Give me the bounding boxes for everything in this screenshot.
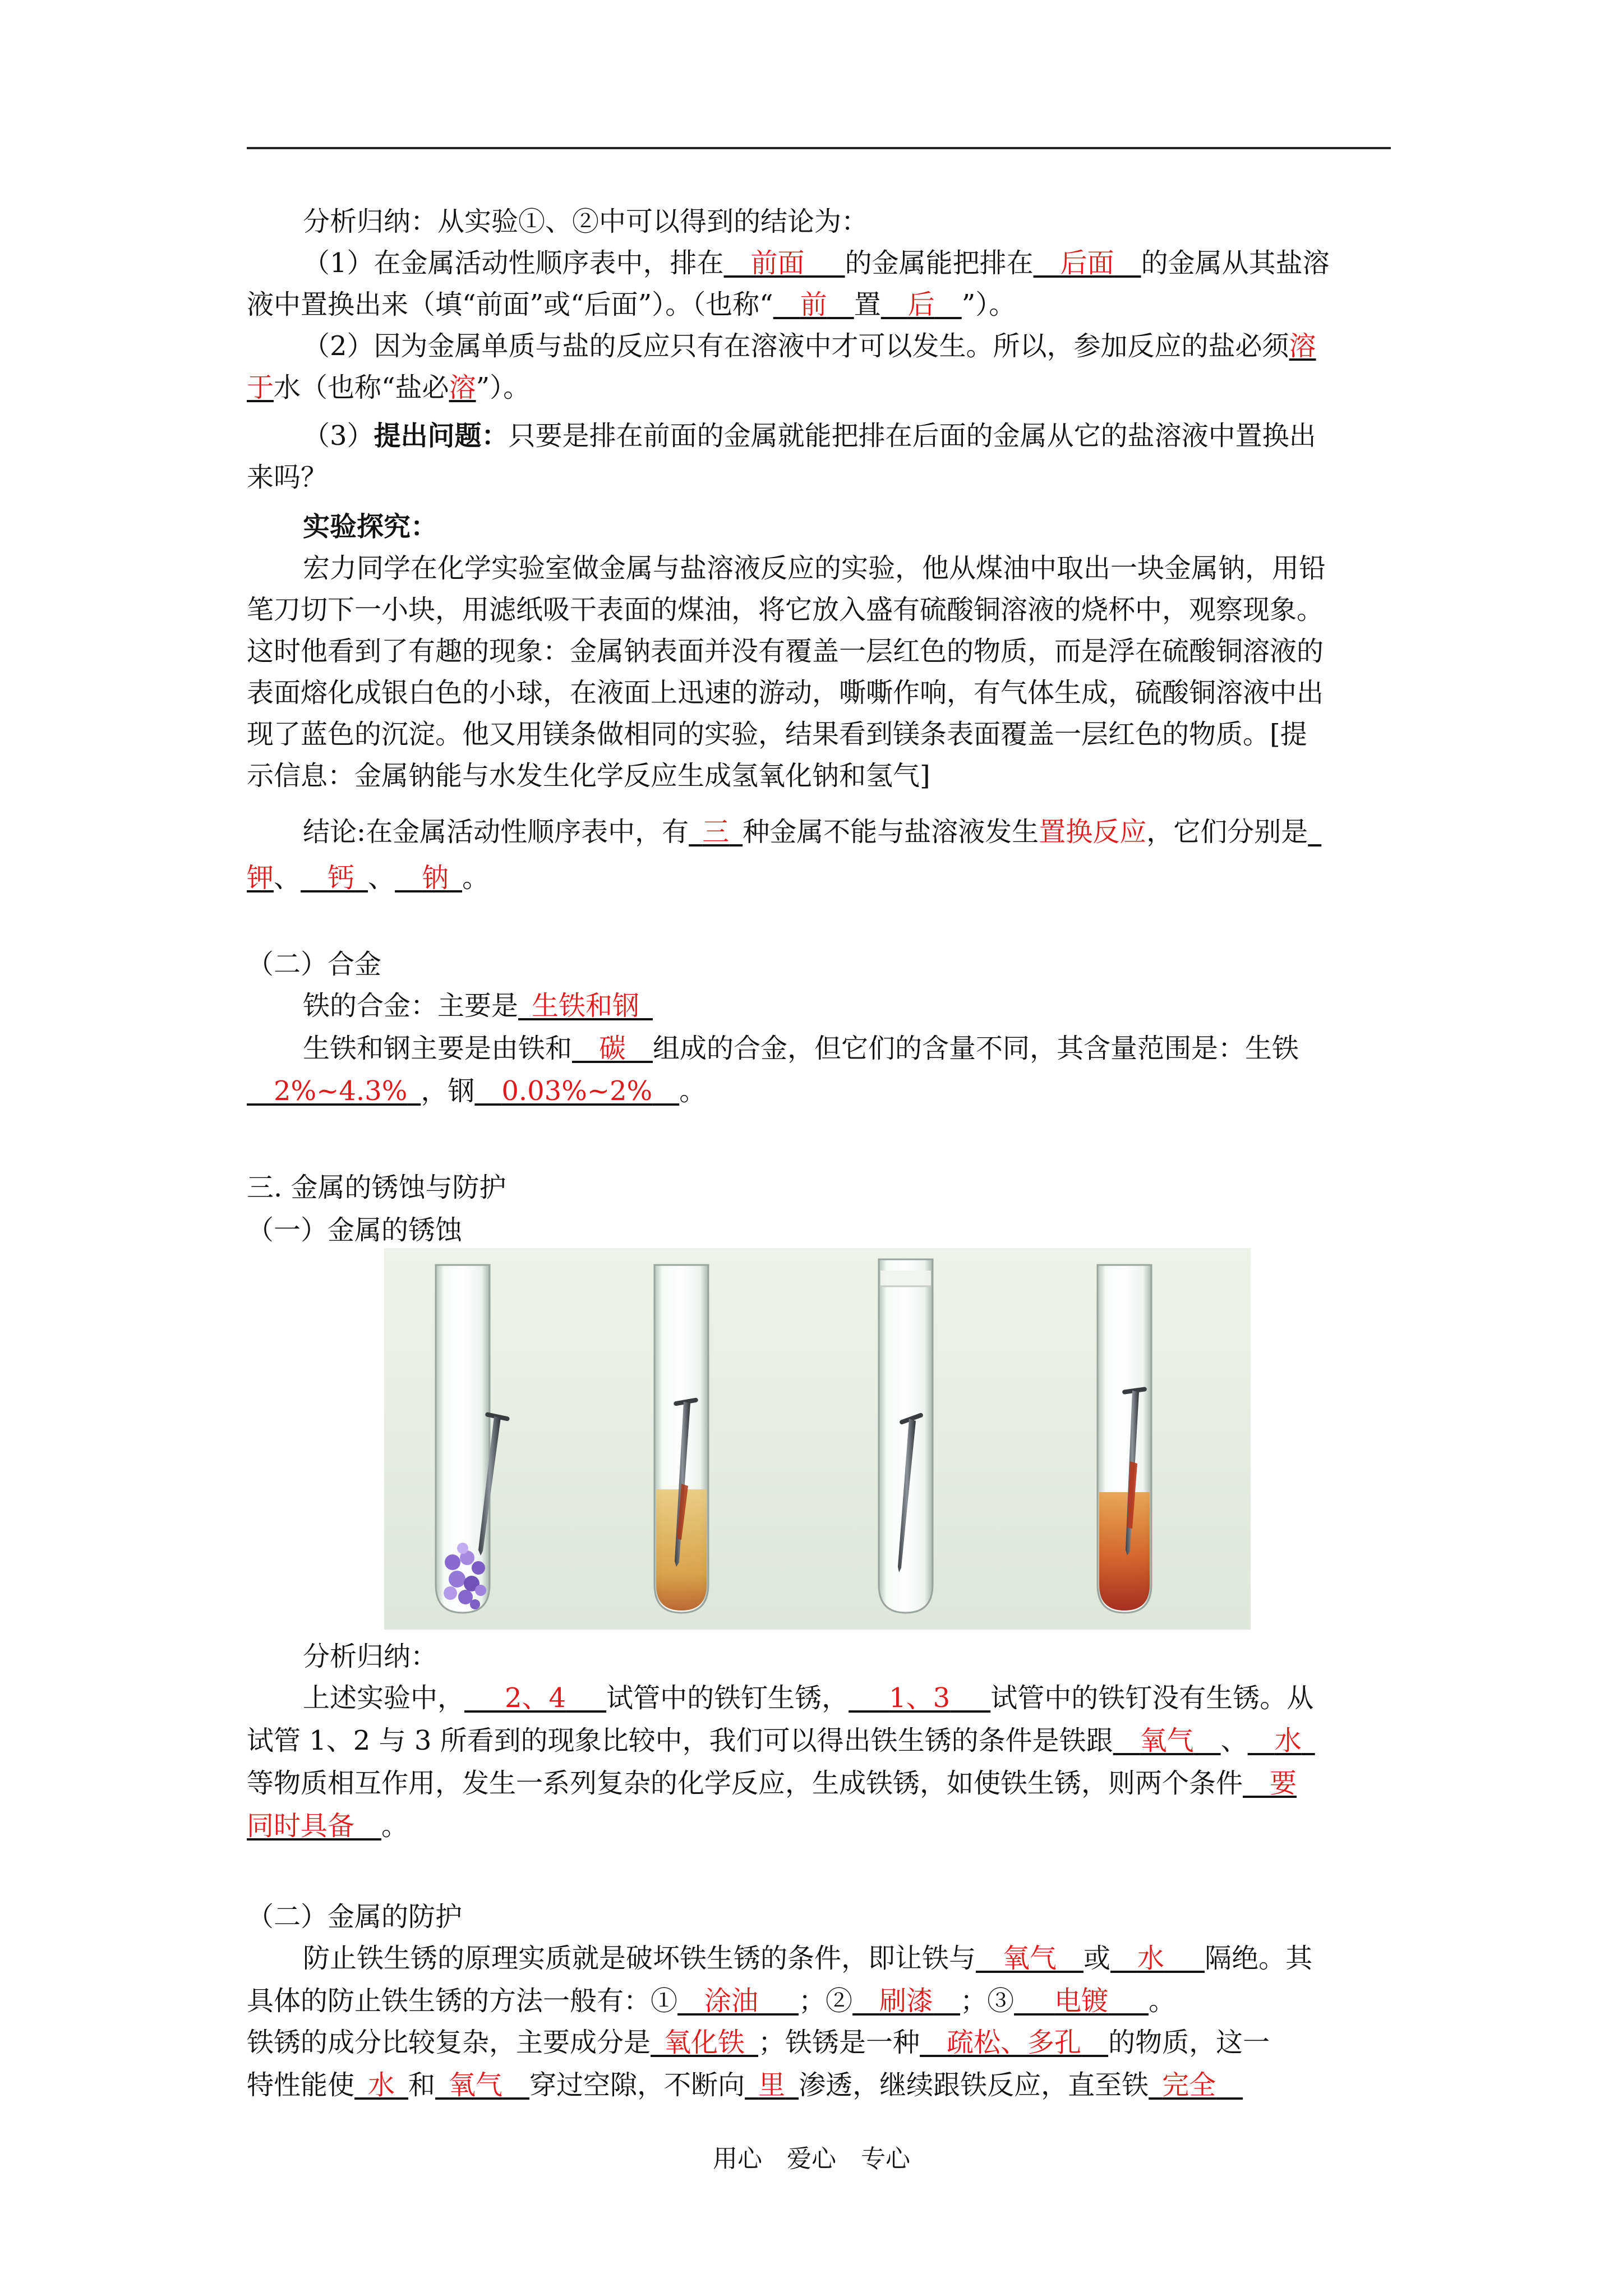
answer-blank: 生铁和钢 (532, 990, 640, 1022)
answer-blank: 电镀 (1054, 1985, 1109, 2017)
analysis-title: 分析归纳： (303, 1641, 438, 1672)
answer-blank: 2%~4.3% (274, 1075, 408, 1107)
question-line2: 来吗？ (247, 462, 328, 493)
conclusion-1-line2: 液中置换出来（填“前面”或“后面”）。（也称“ 前 置 后 ”）。 (247, 289, 1016, 320)
answer-text: 置换反应 (1039, 816, 1147, 848)
test-tube-3 (879, 1259, 933, 1613)
answer-blank: 水 (1274, 1725, 1302, 1756)
answer-blank: 氧气 (1140, 1725, 1194, 1756)
answer-blank: 碳 (599, 1033, 626, 1064)
corrosion-line2: 试管 1、2 与 3 所看到的现象比较中，我们可以得出铁生锈的条件是铁跟 氧气 、 水 (247, 1725, 1302, 1756)
experiment-line: 现了蓝色的沉淀。他又用镁条做相同的实验，结果看到镁条表面覆盖一层红色的物质。[提 (247, 719, 1307, 750)
protection-line4: 特性能使 水 和 氧气 穿过空隙，不断向 里 渗透，继续跟铁反应，直至铁 完全 (247, 2069, 1216, 2101)
answer-blank: 0.03%~2% (501, 1075, 653, 1107)
answer-blank: 1、3 (889, 1682, 951, 1714)
protection-line1: 防止铁生锈的原理实质就是破坏铁生锈的条件，即让铁与 氧气 或 水 隔绝。其 (303, 1943, 1313, 1974)
conclusion-2-line1: （2）因为金属单质与盐的反应只有在溶液中才可以发生。所以，参加反应的盐必须溶 (303, 330, 1316, 362)
answer-blank: 钠 (422, 862, 449, 894)
test-tube-experiment-photo (384, 1248, 1251, 1630)
answer-blank: 后面 (1060, 247, 1114, 279)
corrosion-line4: 同时具备 。 (247, 1810, 409, 1842)
page-footer: 用心 爱心 专心 (713, 2145, 910, 2173)
experiment-conclusion-line2: 钾、 钙 、 钠 。 (247, 862, 490, 894)
experiment-line: 示信息：金属钠能与水发生化学反应生成氢氧化钠和氢气] (247, 760, 930, 792)
answer-blank: 钾 (247, 862, 274, 894)
answer-blank: 涂油 (704, 1985, 759, 2017)
answer-blank: 氧化铁 (664, 2027, 745, 2058)
analysis-intro: 分析归纳：从实验①、②中可以得到的结论为： (303, 206, 869, 237)
alloy-line2: 生铁和钢主要是由铁和 碳 组成的合金，但它们的含量不同，其含量范围是：生铁 (303, 1033, 1299, 1064)
answer-blank: 前面 (750, 247, 805, 279)
corrosion-subtitle: （一）金属的锈蚀 (247, 1214, 463, 1246)
test-tube-4 (1098, 1265, 1151, 1613)
answer-blank: 钙 (328, 862, 355, 894)
answer-blank: 要 (1270, 1768, 1297, 1799)
answer-blank: 水 (368, 2069, 395, 2101)
answer-blank: 后 (907, 289, 935, 320)
answer-blank: 同时具备 (247, 1810, 355, 1842)
answer-blank: 氧气 (1003, 1943, 1057, 1974)
answer-blank: 2、4 (505, 1682, 566, 1714)
experiment-line: 表面熔化成银白色的小球，在液面上迅速的游动，嘶嘶作响，有气体生成，硫酸铜溶液中出 (247, 677, 1324, 708)
question-line1: （3）提出问题：只要是排在前面的金属就能把排在后面的金属从它的盐溶液中置换出 (303, 420, 1316, 452)
answer-blank: 前 (800, 289, 827, 320)
protection-line3: 铁锈的成分比较复杂，主要成分是 氧化铁 ；铁锈是一种 疏松、多孔 的物质，这一 (247, 2027, 1270, 2058)
alloy-title: （二）合金 (247, 949, 382, 980)
test-tube-2 (654, 1265, 708, 1613)
answer-blank: 里 (758, 2069, 786, 2101)
answer-blank: 完全 (1162, 2069, 1216, 2101)
answer-blank: 疏松、多孔 (947, 2027, 1082, 2058)
protection-line2: 具体的防止铁生锈的方法一般有：① 涂油 ；② 刷漆 ；③ 电镀 。 (247, 1985, 1176, 2017)
alloy-line1: 铁的合金：主要是 生铁和钢 (303, 990, 640, 1022)
answer-blank: 刷漆 (879, 1985, 934, 2017)
answer-blank: 于 (247, 372, 274, 403)
conclusion-1-line1: （1）在金属活动性顺序表中，排在 前面 的金属能把排在 后面 的金属从其盐溶 (303, 247, 1330, 279)
answer-blank: 溶 (1289, 330, 1316, 362)
corrosion-line1: 上述实验中， 2、4 试管中的铁钉生锈， 1、3 试管中的铁钉没有生锈。从 (303, 1682, 1314, 1714)
experiment-line: 笔刀切下一小块，用滤纸吸干表面的煤油，将它放入盛有硫酸铜溶液的烧杯中，观察现象。 (247, 594, 1324, 625)
answer-blank: 水 (1137, 1943, 1165, 1974)
corrosion-section-title: 三. 金属的锈蚀与防护 (247, 1172, 506, 1203)
protection-title: （二）金属的防护 (247, 1901, 463, 1932)
alloy-line3: 2%~4.3% ，钢 0.03%~2% 。 (274, 1075, 707, 1107)
experiment-conclusion-line1: 结论:在金属活动性顺序表中，有 三 种金属不能与盐溶液发生置换反应，它们分别是 (303, 816, 1308, 848)
conclusion-2-line2: 于水（也称“盐必溶”）。 (247, 372, 531, 403)
answer-blank: 三 (702, 816, 730, 848)
experiment-line: 宏力同学在化学实验室做金属与盐溶液反应的实验，他从煤油中取出一块金属钠，用铅 (303, 553, 1326, 584)
experiment-title: 实验探究： (303, 511, 438, 542)
answer-blank: 氧气 (449, 2069, 503, 2101)
header-rule (247, 147, 1391, 149)
experiment-line: 这时他看到了有趣的现象：金属钠表面并没有覆盖一层红色的物质，而是浮在硫酸铜溶液的 (247, 636, 1324, 667)
corrosion-line3: 等物质相互作用，发生一系列复杂的化学反应，生成铁锈，如使铁生锈，则两个条件 要 (247, 1768, 1297, 1799)
answer-blank: 溶 (449, 372, 476, 403)
